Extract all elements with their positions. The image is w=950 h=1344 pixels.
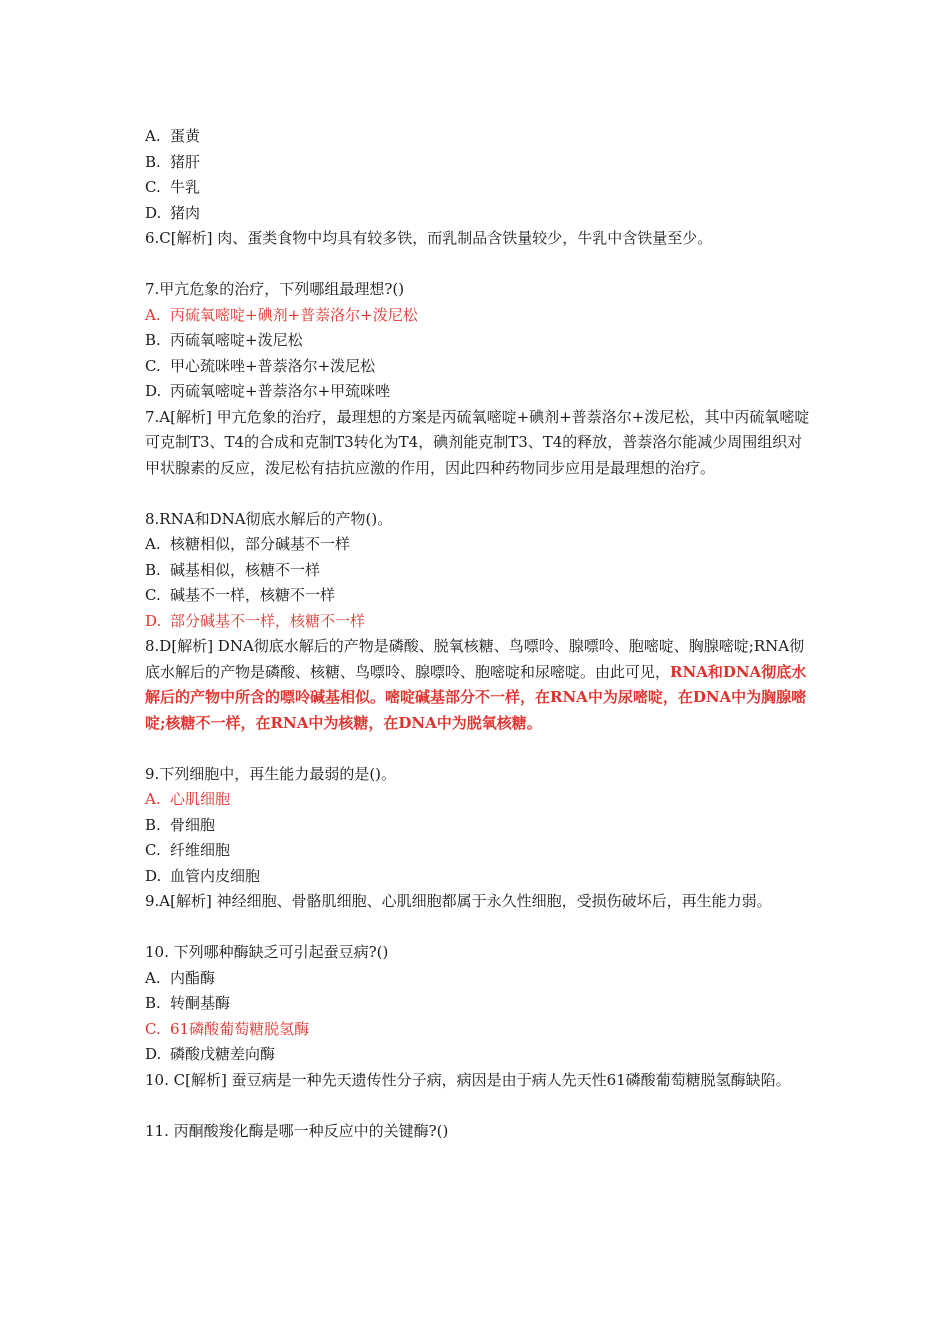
spacer: [145, 481, 815, 507]
document-page: [145, 124, 815, 1144]
option-b: B. 碱基相似，核糖不一样: [145, 560, 321, 579]
option-a-correct: A. 丙硫氧嘧啶+碘剂+普萘洛尔+泼尼松: [145, 305, 418, 324]
analysis: 10. C[解析] 蚕豆病是一种先天遗传性分子病，病因是由于病人先天性61磷酸葡萄糖脱氢酶缺陷。: [145, 1070, 791, 1089]
option-d: D. 猪肉: [145, 203, 201, 222]
question-6: [145, 124, 815, 252]
question-text: 7.甲亢危象的治疗，下列哪组最理想?(): [145, 280, 405, 298]
option-d: D. 磷酸戊糖差向酶: [145, 1045, 276, 1063]
question-11: [145, 1119, 815, 1145]
analysis: 9.A[解析] 神经细胞、骨骼肌细胞、心肌细胞都属于永久性细胞，受损伤破坏后，再生能力弱。: [145, 892, 772, 910]
question-text: 8.RNA和DNA彻底水解后的产物()。: [145, 509, 393, 528]
analysis-highlight: RNA和DNA彻底水解后的产物中所含的嘌呤碱基相似。嘧啶碱基部分不一样，在RNA中为尿嘧啶，在DNA中为胸腺嘧啶;核糖不一样，在RNA中为核糖，在DNA中为脱氧核糖。: [145, 662, 807, 732]
spacer: [145, 915, 815, 941]
option-d: D. 血管内皮细胞: [145, 866, 261, 885]
option-c: C. 甲心巯咪唑+普萘洛尔+泼尼松: [145, 356, 376, 375]
analysis-plain: 8.D[解析] DNA彻底水解后的产物是磷酸、脱氧核糖、鸟嘌呤、腺嘌呤、胞嘧啶、胸腺嘧啶;RNA彻底水解后的产物是磷酸、核糖、鸟嘌呤、腺嘌呤、胞嘧啶和尿嘧啶。由此可见，: [145, 637, 805, 681]
question-10: [145, 940, 815, 1093]
option-a-correct: A. 心肌细胞: [145, 790, 231, 808]
option-c: C. 牛乳: [145, 178, 201, 196]
option-b: B. 丙硫氧嘧啶+泼尼松: [145, 331, 303, 349]
question-text: 10. 下列哪种酶缺乏可引起蚕豆病?(): [145, 943, 389, 961]
option-a: A. 内酯酶: [145, 968, 216, 987]
analysis: 7.A[解析] 甲亢危象的治疗，最理想的方案是丙硫氧嘧啶+碘剂+普萘洛尔+泼尼松，其中丙硫氧嘧啶可克制T3、T4的合成和克制T3转化为T4，碘剂能克制T3、T4的释放，普萘洛尔能减少周围组织对甲状腺素的反应，泼尼松有拮抗应激的作用，因此四种药物同步应用是最理想的治疗。: [145, 407, 810, 477]
spacer: [145, 252, 815, 278]
option-b: B. 骨细胞: [145, 815, 216, 834]
question-9: [145, 762, 815, 915]
option-b: B. 转酮基酶: [145, 994, 231, 1012]
question-8: [145, 507, 815, 737]
option-c: C. 纤维细胞: [145, 841, 231, 859]
analysis: 6.C[解析] 肉、蛋类食物中均具有较多铁，而乳制品含铁量较少，牛乳中含铁量至少。: [145, 229, 713, 247]
option-d: D. 丙硫氧嘧啶+普萘洛尔+甲巯咪唑: [145, 382, 391, 400]
option-c: C. 碱基不一样，核糖不一样: [145, 586, 336, 604]
option-a: A. 蛋黄: [145, 127, 201, 145]
option-a: A. 核糖相似，部分碱基不一样: [145, 535, 351, 553]
spacer: [145, 736, 815, 762]
question-7: [145, 277, 815, 481]
spacer: [145, 1093, 815, 1119]
question-text: 11. 丙酮酸羧化酶是哪一种反应中的关键酶?(): [145, 1121, 449, 1140]
option-c-correct: C. 61磷酸葡萄糖脱氢酶: [145, 1019, 310, 1038]
option-b: B. 猪肝: [145, 152, 201, 171]
question-text: 9.下列细胞中，再生能力最弱的是()。: [145, 764, 397, 783]
analysis: [145, 634, 815, 736]
option-d-correct: D. 部分碱基不一样，核糖不一样: [145, 611, 366, 630]
